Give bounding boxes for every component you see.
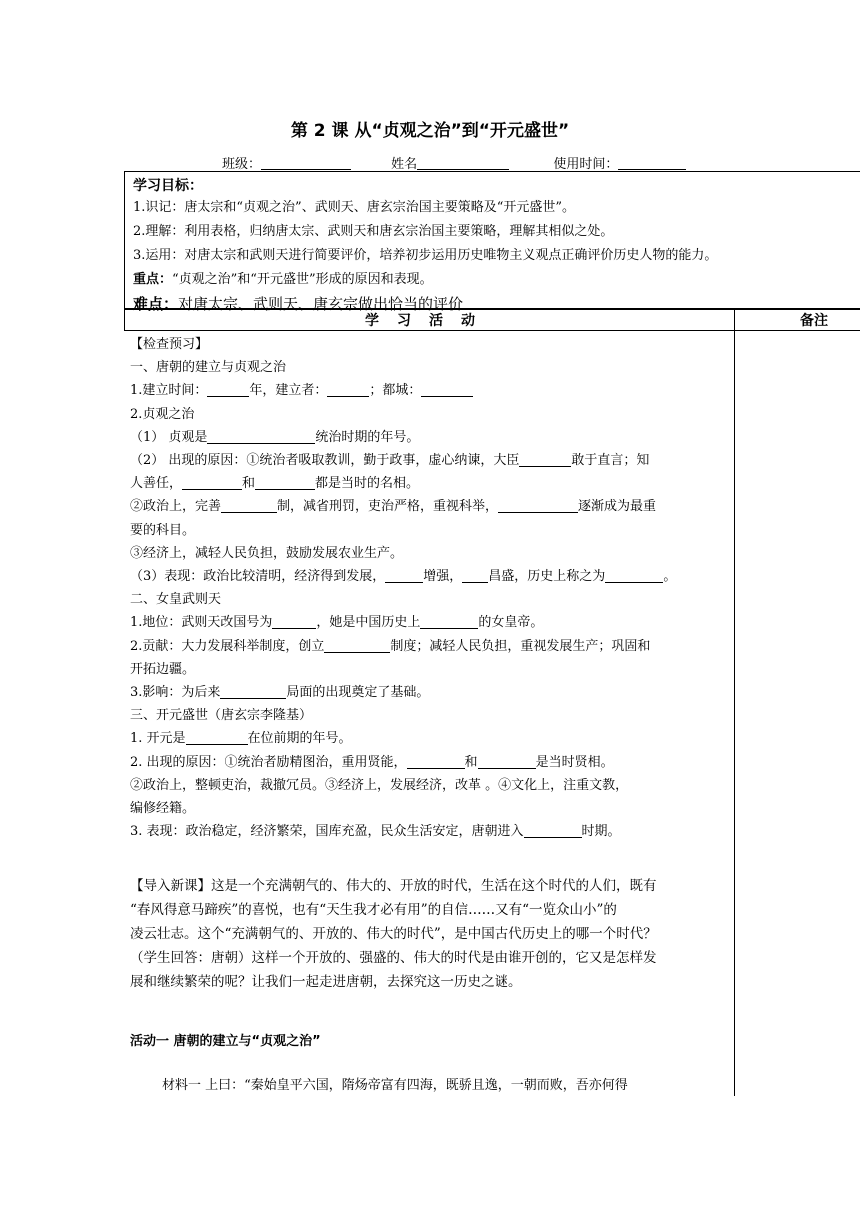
blank[interactable] — [207, 382, 249, 397]
blank[interactable] — [327, 382, 369, 397]
activity-heading: 活动一 唐朝的建立与“贞观之治” — [130, 1034, 321, 1049]
material-text: 材料一 上曰：“秦始皇平六国，隋炀帝富有四海，既骄且逸，一朝而败，吾亦何得 — [162, 1078, 628, 1093]
subheading: 三、开元盛世（唐玄宗李隆基） — [130, 708, 313, 724]
blank[interactable] — [182, 475, 242, 490]
name-label: 姓名 — [391, 157, 418, 172]
fill-line: 2. 出现的原因：①统治者励精图治，重用贤能， 和 是当时贤相。 — [130, 754, 614, 770]
text-line: ③经济上，减轻人民负担，鼓励发展农业生产。 — [130, 545, 404, 561]
table-left-border — [124, 309, 125, 331]
fill-line: 1.建立时间： 年，建立者： ；都城： — [130, 379, 730, 402]
text-line: ②政治上，整顿吏治，裁撤冗员。③经济上，发展经济，改革 。④文化上，注重文教， — [130, 777, 629, 793]
blank[interactable] — [478, 754, 536, 769]
text-line: 开拓边疆。 — [130, 661, 196, 677]
fill-line: 1. 开元是 在位前期的年号。 — [130, 731, 352, 747]
goals-heading: 学习目标： — [133, 178, 203, 194]
blank[interactable] — [407, 754, 465, 769]
preview-section — [130, 333, 730, 843]
intro-section: 【导入新课】这是一个充满朝气的、伟大的、开放的时代，生活在这个时代的人们，既有 “春风得意马蹄疾”的喜悦，也有“天生我才必有用”的自信……又有“一览众山小”的 凌云壮志。这个“充满朝气的、开放的、伟大的时代”，是中国古代历史上的哪一个时代？ （学生回答：唐朝）这样一个开放的、强盛的、伟大的时代是由谁开创的，它又是怎样发 展和继续繁荣的呢？让我们一起走进唐朝，去探究这一历史之谜。 — [130, 878, 657, 990]
class-label: 班级： — [222, 157, 262, 172]
text-line: 2.贞观之治 — [130, 406, 195, 422]
fill-line: （2） 出现的原因：①统治者吸取教训，勤于政事，虚心纳谏，大臣 敢于直言；知 — [130, 453, 650, 469]
blank[interactable] — [519, 452, 571, 467]
text-line: 编修经籍。 — [130, 801, 196, 817]
blank[interactable] — [462, 568, 488, 583]
blank[interactable] — [420, 614, 478, 629]
student-info-line — [222, 153, 686, 172]
goal-item: 2.理解：利用表格，归纳唐太宗、武则天和唐玄宗治国主要策略，理解其相似之处。 — [133, 224, 614, 239]
notes-column-header: 备注 — [800, 313, 828, 329]
blank[interactable] — [498, 498, 578, 513]
blank[interactable] — [272, 614, 316, 629]
goal-item: 1.识记：唐太宗和“贞观之治”、武则天、唐玄宗治国主要策略及“开元盛世”。 — [133, 200, 575, 215]
blank[interactable] — [221, 498, 277, 513]
fill-line: 2.贡献：大力发展科举制度，创立 制度；减轻人民负担，重视发展生产；巩固和 — [130, 638, 651, 654]
blank[interactable] — [324, 638, 390, 653]
key-points: 重点：“贞观之治”和“开元盛世”形成的原因和表现。 — [133, 272, 433, 287]
class-field[interactable] — [261, 156, 351, 170]
table-header — [124, 309, 860, 331]
fill-line: （1） 贞观是 统治时期的年号。 — [130, 429, 420, 445]
goal-item: 3.运用：对唐太宗和武则天进行简要评价，培养初步运用历史唯物主义观点正确评价历史人物的能力。 — [133, 248, 718, 263]
intro-label: 【导入新课】 — [130, 878, 211, 894]
fill-line: 3. 表现：政治稳定，经济繁荣，国库充盈，民众生活安定，唐朝进入 时期。 — [130, 824, 621, 840]
fill-line: ②政治上，完善 制，减省刑罚，吏治严格，重视科举， 逐渐成为最重 — [130, 499, 657, 515]
fill-line: （3）表现：政治比较清明，经济得到发展， 增强， 昌盛，历史上称之为 。 — [130, 569, 677, 585]
fill-line: 人善任， 和 都是当时的名相。 — [130, 476, 420, 492]
blank[interactable] — [421, 382, 473, 397]
time-label: 使用时间： — [553, 157, 619, 172]
blank[interactable] — [220, 684, 286, 699]
blank[interactable] — [255, 475, 315, 490]
page-title: 第 2 课 从“贞观之治”到“开元盛世” — [290, 121, 570, 141]
subheading: 二、女皇武则天 — [130, 592, 222, 608]
subheading: 一、唐朝的建立与贞观之治 — [130, 360, 287, 376]
time-field[interactable] — [618, 156, 686, 170]
blank[interactable] — [605, 568, 663, 583]
name-field[interactable] — [417, 156, 509, 170]
difficult-points: 难点：对唐太宗、武则天、唐玄宗做出恰当的评价 — [133, 295, 464, 313]
fill-line: 3.影响：为后来 局面的出现奠定了基础。 — [130, 685, 430, 701]
blank[interactable] — [186, 730, 248, 745]
key-label: 重点： — [133, 272, 173, 287]
blank[interactable] — [385, 568, 423, 583]
blank[interactable] — [207, 429, 315, 444]
diff-label: 难点： — [133, 295, 179, 313]
text-line: 要的科目。 — [130, 522, 196, 538]
column-divider — [734, 309, 735, 1096]
blank[interactable] — [524, 823, 582, 838]
fill-line: 1.地位：武则天改国号为 ，她是中国历史上 的女皇帝。 — [130, 615, 544, 631]
section-heading: 【检查预习】 — [130, 337, 209, 352]
activity-column-header: 学习活动 — [365, 313, 493, 329]
learning-goals-box — [124, 171, 860, 313]
